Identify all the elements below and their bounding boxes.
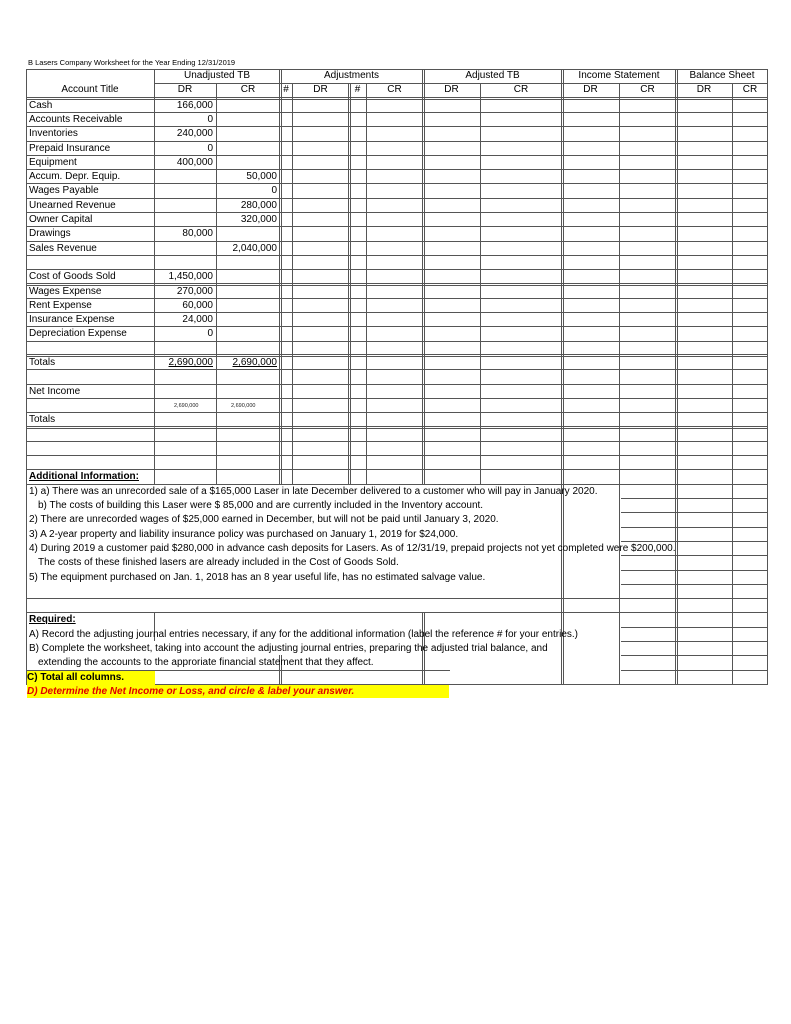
column-divider bbox=[348, 83, 351, 483]
totals-label: Totals bbox=[29, 357, 56, 368]
additional-info-line: 5) The equipment purchased on Jan. 1, 2018 has an 8 year useful life, has no estimated salvage value. bbox=[29, 571, 486, 583]
additional-info-line: The costs of these finished lasers are already included in the Cost of Goods Sold. bbox=[38, 557, 399, 569]
group-header: Balance Sheet bbox=[689, 70, 755, 81]
unadjusted-dr-value: 80,000 bbox=[182, 228, 213, 240]
additional-info-line: 3) A 2-year property and liability insurance policy was purchased on January 1, 2019 for $24,000. bbox=[29, 528, 459, 540]
totals-dr: 2,690,000 bbox=[168, 357, 213, 368]
totals-cr: 2,690,000 bbox=[232, 357, 277, 368]
frame-right bbox=[767, 69, 768, 684]
column-header-cr: CR bbox=[240, 84, 256, 96]
row-divider bbox=[26, 441, 768, 442]
required-net-income: D) Determine the Net Income or Loss, and circle & label your answer. bbox=[27, 685, 449, 698]
account-name: Unearned Revenue bbox=[29, 199, 116, 211]
column-header-dr: DR bbox=[583, 84, 598, 96]
column-divider bbox=[619, 83, 620, 483]
account-name: Accum. Depr. Equip. bbox=[29, 171, 121, 183]
unadjusted-dr-value: 166,000 bbox=[176, 99, 213, 111]
row-divider bbox=[26, 455, 768, 456]
account-name: Rent Expense bbox=[29, 299, 92, 311]
unadjusted-dr-value: 0 bbox=[207, 113, 213, 125]
group-header: Income Statement bbox=[578, 70, 660, 81]
worksheet-title: B Lasers Company Worksheet for the Year Ending 12/31/2019 bbox=[28, 58, 236, 67]
account-name: Insurance Expense bbox=[29, 314, 115, 326]
row-divider bbox=[26, 598, 768, 599]
unadjusted-dr-value: 24,000 bbox=[182, 314, 213, 326]
column-divider bbox=[732, 83, 733, 483]
unadjusted-cr-value: 320,000 bbox=[240, 214, 277, 225]
column-divider bbox=[279, 69, 282, 484]
account-name: Accounts Receivable bbox=[29, 113, 123, 125]
unadjusted-dr-value: 400,000 bbox=[176, 156, 213, 168]
required-total-columns: C) Total all columns. bbox=[27, 671, 155, 685]
unadjusted-cr-value: 280,000 bbox=[240, 199, 277, 211]
column-header-cr: CR bbox=[513, 84, 529, 96]
account-name: Wages Expense bbox=[29, 285, 102, 297]
column-divider bbox=[366, 83, 367, 483]
column-header-cr: CR bbox=[742, 84, 758, 96]
worksheet-grid bbox=[26, 69, 768, 697]
account-name: Owner Capital bbox=[29, 214, 93, 225]
account-name: Prepaid Insurance bbox=[29, 142, 111, 154]
account-name: Equipment bbox=[29, 156, 77, 168]
unadjusted-dr-value: 0 bbox=[207, 328, 213, 340]
column-divider bbox=[561, 69, 564, 484]
additional-info-line: 4) During 2019 a customer paid $280,000 in advance cash deposits for Lasers. As of 12/31/19, prepaid projects not yet completed were $200,000. bbox=[29, 542, 676, 554]
column-divider bbox=[675, 69, 678, 484]
required-heading: Required: bbox=[29, 614, 76, 626]
column-header-cr: CR bbox=[640, 84, 655, 96]
column-header-dr: DR bbox=[313, 84, 328, 96]
net-income-label: Net Income bbox=[29, 385, 81, 397]
unadjusted-cr-value: 0 bbox=[271, 185, 277, 197]
column-divider bbox=[292, 83, 293, 483]
account-name: Inventories bbox=[29, 128, 78, 140]
column-divider bbox=[422, 69, 425, 484]
additional-info-line: b) The costs of building this Laser were $ 85,000 and are currently included in the Inventory account. bbox=[38, 500, 484, 511]
frame-left bbox=[26, 69, 27, 684]
account-name: Depreciation Expense bbox=[29, 328, 127, 340]
unadjusted-cr-value: 2,040,000 bbox=[232, 242, 277, 254]
unadjusted-cr-value: 50,000 bbox=[246, 171, 277, 183]
account-name: Wages Payable bbox=[29, 185, 99, 197]
unadjusted-dr-value: 240,000 bbox=[176, 128, 213, 140]
group-header: Adjusted TB bbox=[465, 70, 520, 81]
column-divider bbox=[216, 83, 217, 483]
totals-label-2: Totals bbox=[29, 414, 56, 426]
column-header-ref: # bbox=[354, 84, 361, 96]
additional-info-line: 1) a) There was an unrecorded sale of a $165,000 Laser in late December delivered to a customer who will pay in January 2020. bbox=[29, 485, 598, 497]
column-header-account-title: Account Title bbox=[61, 84, 119, 96]
required-line: A) Record the adjusting journal entries necessary, if any for the additional information (label the reference # for your entries.) bbox=[29, 628, 578, 640]
unadjusted-dr-value: 0 bbox=[207, 142, 213, 154]
required-line: B) Complete the worksheet, taking into account the adjusting journal entries, preparing the adjusted trial balance, and bbox=[29, 643, 548, 654]
group-header: Unadjusted TB bbox=[184, 70, 250, 81]
account-name: Sales Revenue bbox=[29, 242, 97, 254]
account-name: Cash bbox=[29, 99, 53, 111]
column-header-cr: CR bbox=[387, 84, 402, 96]
additional-info-line: 2) There are unrecorded wages of $25,000 earned in December, but will not be paid until January 3, 2020. bbox=[29, 514, 499, 526]
account-name: Drawings bbox=[29, 228, 71, 240]
account-name: Cost of Goods Sold bbox=[29, 271, 116, 283]
unadjusted-dr-value: 270,000 bbox=[176, 285, 213, 297]
group-header: Adjustments bbox=[323, 70, 380, 81]
column-header-dr: DR bbox=[444, 84, 459, 96]
unadjusted-dr-value: 60,000 bbox=[182, 299, 213, 311]
column-divider bbox=[480, 83, 481, 483]
column-header-dr: DR bbox=[177, 84, 193, 96]
unadjusted-dr-value: 1,450,000 bbox=[168, 271, 213, 283]
additional-info-heading: Additional Information: bbox=[29, 471, 139, 483]
column-header-dr: DR bbox=[696, 84, 712, 96]
check-total-cr: 2,690,000 bbox=[231, 402, 256, 409]
check-total-dr: 2,690,000 bbox=[174, 402, 199, 409]
column-header-ref: # bbox=[283, 84, 289, 96]
required-line: extending the accounts to the approriate financial statement that they affect. bbox=[38, 657, 374, 669]
